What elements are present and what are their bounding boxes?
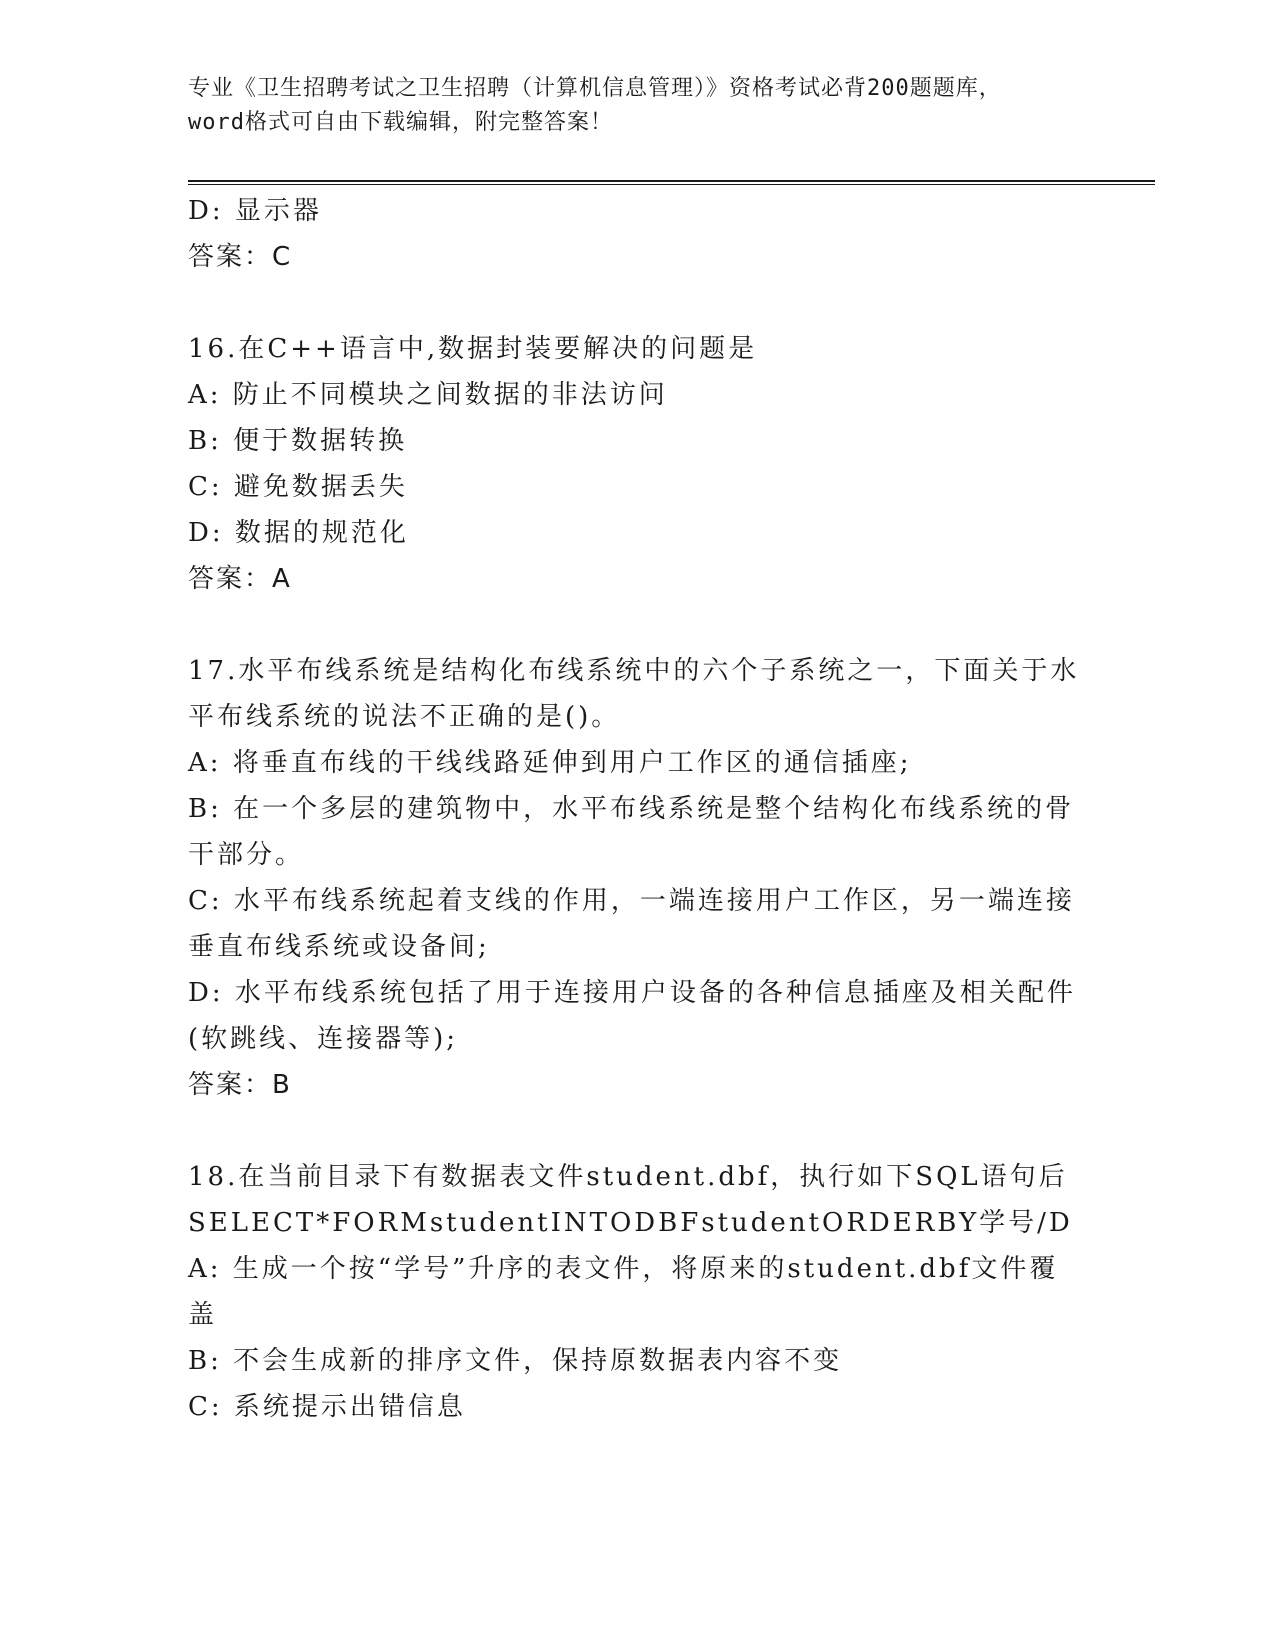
option-c: C: 系统提示出错信息: [188, 1392, 466, 1422]
spacer: [188, 280, 1083, 326]
option-a: A: 防止不同模块之间数据的非法访问: [188, 380, 668, 410]
spacer: [188, 1108, 1083, 1154]
option-b-continued: 干部分。: [188, 840, 305, 870]
option-d-continued: (软跳线、连接器等);: [188, 1024, 459, 1054]
option-b: B: 不会生成新的排序文件，保持原数据表内容不变: [188, 1346, 843, 1376]
header-title-line-2: word格式可自由下载编辑，附完整答案！: [188, 110, 613, 135]
option-d: D: 显示器: [188, 196, 322, 226]
question-18: [188, 1154, 1083, 1430]
previous-question-tail: [188, 188, 1083, 280]
option-b: B: 便于数据转换: [188, 426, 408, 456]
option-a-continued: 盖: [188, 1300, 218, 1330]
answer-line: 答案：A: [188, 564, 292, 594]
document-header: [188, 72, 1088, 140]
question-stem: 16.在C++语言中,数据封装要解决的问题是: [188, 334, 758, 364]
question-17: [188, 648, 1083, 1108]
option-d: D: 水平布线系统包括了用于连接用户设备的各种信息插座及相关配件: [188, 978, 1076, 1008]
question-16: [188, 326, 1083, 602]
header-title-line-1: 专业《卫生招聘考试之卫生招聘（计算机信息管理）》资格考试必背200题题库，: [188, 76, 1002, 101]
option-a: A: 将垂直布线的干线线路延伸到用户工作区的通信插座;: [188, 748, 912, 778]
option-c-continued: 垂直布线系统或设备间;: [188, 932, 490, 962]
answer-line: 答案：B: [188, 1070, 292, 1100]
question-content: [188, 188, 1083, 1430]
option-c: C: 避免数据丢失: [188, 472, 408, 502]
option-d: D: 数据的规范化: [188, 518, 409, 548]
question-stem: 18.在当前目录下有数据表文件student.dbf，执行如下SQL语句后: [188, 1162, 1068, 1192]
question-stem: 17.水平布线系统是结构化布线系统中的六个子系统之一，下面关于水: [188, 656, 1080, 686]
spacer: [188, 602, 1083, 648]
option-b: B: 在一个多层的建筑物中，水平布线系统是整个结构化布线系统的骨: [188, 794, 1075, 824]
option-c: C: 水平布线系统起着支线的作用，一端连接用户工作区，另一端连接: [188, 886, 1075, 916]
answer-line: 答案：C: [188, 242, 293, 272]
header-divider: [188, 180, 1155, 185]
question-stem-continued: 平布线系统的说法不正确的是()。: [188, 702, 621, 732]
question-stem-continued: SELECT*FORMstudentINTODBFstudentORDERBY学号/D: [188, 1208, 1073, 1238]
option-a: A: 生成一个按“学号”升序的表文件，将原来的student.dbf文件覆: [188, 1254, 1059, 1284]
